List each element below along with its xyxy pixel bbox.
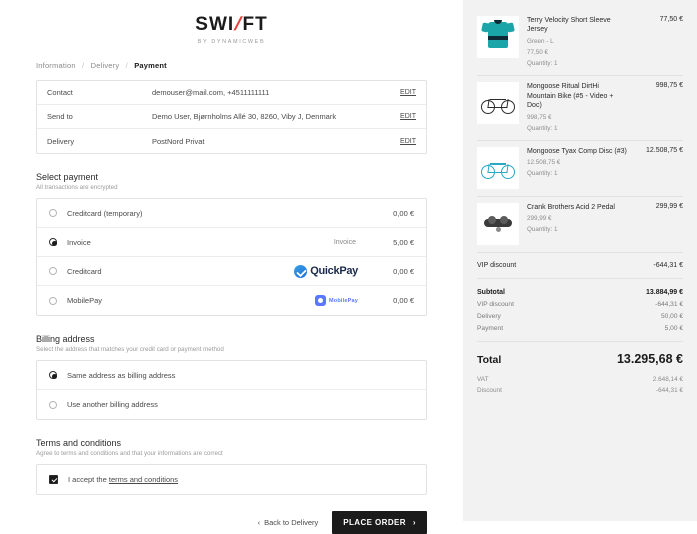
terms-box: [36, 464, 427, 495]
summary-label: Delivery: [477, 313, 501, 321]
payment-option-invoice[interactable]: [37, 228, 426, 257]
vip-discount-row: [477, 253, 683, 279]
summary-label: Subtotal: [477, 289, 505, 297]
pedal-cap-icon: [500, 216, 508, 224]
payment-option-label: MobilePay: [67, 296, 103, 305]
cart-line-item-quantity: Quantity: 1: [527, 170, 558, 178]
cart-line-item-name[interactable]: Crank Brothers Acid 2 Pedal: [527, 203, 615, 211]
order-info-label: Delivery: [47, 136, 75, 146]
edit-sendto-link[interactable]: EDIT: [400, 113, 416, 120]
frame-icon: [487, 164, 508, 173]
brand-logo-text: [195, 14, 267, 36]
payment-option-mobilepay[interactable]: [37, 286, 426, 315]
terms-title: Terms and conditions: [36, 438, 122, 448]
cart-line-item-quantity: Quantity: 1: [527, 124, 558, 132]
order-info-label: Contact: [47, 88, 73, 97]
product-thumbnail-pedal[interactable]: [477, 203, 519, 245]
payment-option-creditcard-temporary[interactable]: [37, 199, 426, 228]
edit-contact-link[interactable]: EDIT: [400, 89, 416, 96]
order-total-label: Total: [477, 353, 502, 366]
accept-terms-prefix: I accept the: [68, 475, 109, 484]
pedal-cap-icon: [488, 216, 496, 224]
breadcrumb-item-delivery[interactable]: Delivery: [90, 61, 120, 70]
order-total-row: [477, 342, 683, 372]
back-to-delivery-button[interactable]: [258, 518, 319, 527]
terms-subtitle: Agree to terms and conditions and that your informations are correct: [36, 450, 223, 457]
radio-icon[interactable]: [49, 267, 57, 275]
mobilepay-mark-icon: [315, 295, 326, 306]
summary-rows: [477, 279, 683, 342]
payment-option-price: 0,00 €: [393, 208, 414, 218]
cart-line-item-unit-price: 299,99 €: [527, 215, 552, 223]
edit-delivery-link[interactable]: EDIT: [400, 137, 416, 145]
radio-icon-selected[interactable]: [49, 238, 57, 246]
product-thumbnail-mountain-bike[interactable]: [477, 82, 519, 124]
billing-address-subtitle: Select the address that matches your credit card or payment method: [36, 346, 224, 353]
cart-line-item-unit-price: 12.508,75 €: [527, 159, 561, 167]
tax-label: Discount: [477, 386, 502, 394]
payment-option-label: Invoice: [67, 237, 91, 247]
order-info-row-delivery: [37, 129, 426, 153]
cart-line-item-details: [527, 16, 631, 68]
chevron-right-icon: ›: [412, 518, 416, 527]
accept-terms-row[interactable]: [37, 465, 426, 494]
payment-options-list: [36, 198, 427, 316]
summary-label: VIP discount: [477, 301, 514, 309]
quickpay-wordmark: QuickPay: [310, 265, 358, 277]
cart-line-item-name[interactable]: Terry Velocity Short Sleeve Jersey: [527, 17, 611, 34]
cart-line-item: [477, 10, 683, 76]
summary-row-delivery: [477, 311, 683, 323]
pedal-icon: [484, 216, 512, 232]
radio-icon[interactable]: [49, 297, 57, 305]
order-info-value: PostNord Privat: [152, 136, 205, 146]
breadcrumb: [36, 61, 463, 70]
billing-address-title: Billing address: [36, 334, 95, 344]
breadcrumb-separator: /: [82, 61, 85, 70]
tax-label: VAT: [477, 375, 489, 383]
bicycle-icon: [481, 157, 515, 179]
brand-name-right: FT: [242, 14, 268, 35]
order-info-row-sendto: [37, 105, 426, 129]
cart-line-item-total: 77,50 €: [659, 16, 683, 23]
summary-value: -644,31 €: [655, 301, 683, 309]
tax-row-discount: [477, 385, 683, 396]
payment-option-label: Creditcard: [67, 266, 102, 276]
cart-line-item: [477, 76, 683, 141]
handlebar-icon: [490, 99, 506, 100]
order-info-value: demouser@mail.com, +4511111111: [152, 88, 270, 97]
billing-option-same-address[interactable]: [37, 361, 426, 390]
vip-discount-value: -644,31 €: [653, 261, 683, 269]
cart-line-item-name[interactable]: Mongoose Tyax Comp Disc (#3): [527, 147, 627, 155]
summary-row-vip-discount: [477, 299, 683, 311]
order-info-table: [36, 80, 427, 154]
radio-icon[interactable]: [49, 401, 57, 409]
product-thumbnail-jersey[interactable]: [477, 16, 519, 58]
cart-line-item-total: 299,99 €: [655, 202, 683, 210]
tax-value: 2.648,14 €: [652, 375, 683, 383]
mobilepay-wordmark: MobilePay: [328, 297, 358, 304]
place-order-label: PLACE ORDER: [343, 518, 406, 527]
cart-line-item-total: 12.508,75 €: [646, 146, 683, 154]
billing-options-list: [36, 360, 427, 420]
brand-slash-icon: /: [231, 14, 246, 35]
billing-option-another-address[interactable]: [37, 390, 426, 419]
back-to-delivery-label: Back to Delivery: [264, 518, 319, 527]
payment-option-price: 0,00 €: [393, 266, 414, 276]
payment-option-price: 0,00 €: [393, 296, 414, 305]
payment-option-price: 5,00 €: [393, 237, 414, 247]
select-payment-subtitle: All transactions are encrypted: [36, 184, 118, 191]
cart-line-item-quantity: Quantity: 1: [527, 226, 558, 234]
order-info-value: Demo User, Bjørnholms Allé 30, 8260, Viby J, Denmark: [152, 112, 337, 121]
brand-tagline: BY DYNAMICWEB: [197, 39, 266, 45]
handlebar-icon: [490, 163, 506, 164]
bicycle-icon: [481, 92, 515, 114]
jersey-icon: [488, 22, 508, 48]
cart-line-item-details: [527, 82, 631, 133]
summary-row-subtotal: [477, 287, 683, 299]
billing-option-label: Use another billing address: [67, 400, 158, 409]
cart-line-item-details: [527, 203, 631, 245]
payment-option-method-name: Invoice: [333, 238, 356, 246]
checkout-actions: [36, 511, 427, 534]
billing-option-label: Same address as billing address: [67, 370, 176, 380]
chevron-left-icon: ‹: [257, 518, 261, 527]
order-info-row-contact: [37, 81, 426, 105]
order-total-value: 13.295,68 €: [616, 351, 683, 366]
breadcrumb-item-information[interactable]: Information: [36, 61, 76, 70]
brand-name-left: SWI: [195, 14, 235, 35]
breadcrumb-item-payment: Payment: [134, 61, 167, 70]
cart-line-item: [477, 141, 683, 197]
summary-row-payment: [477, 323, 683, 335]
payment-option-creditcard[interactable]: [37, 257, 426, 286]
accept-terms-label: [68, 475, 414, 484]
cart-line-item-variant: Green - L: [527, 37, 554, 45]
vip-discount-label: VIP discount: [477, 261, 517, 269]
tax-row-vat: [477, 374, 683, 385]
brand-logo[interactable]: [0, 0, 463, 45]
frame-icon: [487, 99, 508, 108]
pedal-axle-icon: [496, 227, 501, 232]
mobilepay-logo-icon: [315, 295, 358, 306]
cart-line-item-unit-price: 77,50 €: [527, 49, 549, 56]
summary-value: 13.884,99 €: [646, 289, 683, 297]
select-payment-title: Select payment: [36, 172, 99, 182]
checkbox-icon-checked[interactable]: [49, 475, 58, 484]
order-summary-panel: [463, 0, 697, 521]
quickpay-logo-icon: [294, 265, 358, 278]
cart-line-item: [477, 197, 683, 253]
place-order-button[interactable]: [332, 511, 427, 534]
cart-line-item-total: 998,75 €: [655, 82, 683, 90]
quickpay-mark-icon: [294, 265, 307, 278]
product-thumbnail-tyax-bike[interactable]: [477, 147, 519, 189]
cart-line-item-name[interactable]: Mongoose Ritual DirtHi Mountain Bike (#5 - Video + Doc): [527, 83, 614, 110]
cart-line-item-details: [527, 147, 631, 189]
order-info-label: Send to: [47, 112, 73, 121]
summary-value: 50,00 €: [661, 313, 683, 321]
summary-value: 5,00 €: [664, 325, 683, 333]
cart-line-item-quantity: Quantity: 1: [527, 60, 558, 68]
terms-and-conditions-link[interactable]: terms and conditions: [108, 475, 179, 484]
cart-line-item-unit-price: 998,75 €: [527, 113, 552, 121]
payment-option-label: Creditcard (temporary): [67, 208, 143, 218]
tax-value: -644,31 €: [655, 386, 683, 394]
summary-label: Payment: [477, 325, 504, 333]
tax-rows: [477, 372, 683, 396]
jersey-stripe-icon: [488, 36, 508, 40]
radio-icon-selected[interactable]: [49, 371, 57, 379]
radio-icon[interactable]: [49, 209, 57, 217]
breadcrumb-separator: /: [125, 61, 128, 70]
